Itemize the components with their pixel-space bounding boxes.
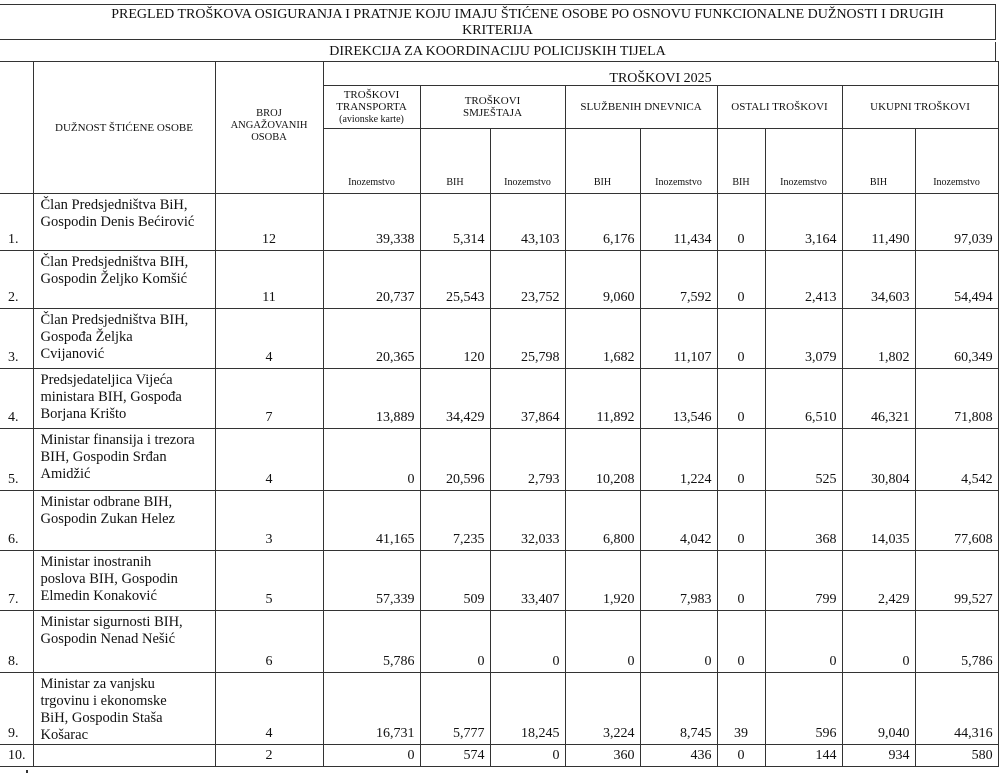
cell-transport-abroad: 20,365 (323, 309, 420, 369)
duty-name-line: BIH, Gospodin Srđan (40, 449, 167, 465)
duty-name-line: Ministar finansija i trezora (40, 432, 195, 448)
subheader-total-bih: BIH (842, 129, 915, 194)
duty-name-line: Gospodin Denis Bećirović (40, 214, 195, 230)
cell-accommodation-abroad: 37,864 (490, 369, 565, 429)
cell-per-diem-abroad: 4,042 (640, 491, 717, 551)
cell-total-abroad: 4,542 (915, 429, 998, 491)
cell-other-bih: 39 (717, 673, 765, 745)
duty-name-line: Cvijanović (40, 346, 105, 362)
cell-accommodation-bih: 0 (420, 611, 490, 673)
table-row (0, 491, 998, 551)
subheader-per-diem-abroad: Inozemstvo (640, 129, 717, 194)
cell-accommodation-abroad: 0 (490, 745, 565, 767)
title-line-2: KRITERIJA (462, 23, 533, 38)
table-body (0, 194, 998, 767)
table-header (0, 62, 998, 194)
row-persons-count: 6 (215, 611, 323, 673)
row-duty-name (33, 611, 215, 673)
duty-name-line: trgovinu i ekonomske (40, 693, 167, 709)
cell-accommodation-abroad: 2,793 (490, 429, 565, 491)
row-number: 2. (0, 251, 33, 309)
table-row (0, 251, 998, 309)
row-persons-count: 4 (215, 673, 323, 745)
header-accommodation (420, 86, 565, 129)
cell-total-abroad: 54,494 (915, 251, 998, 309)
cell-transport-abroad: 0 (323, 429, 420, 491)
cell-other-abroad: 2,413 (765, 251, 842, 309)
cell-total-abroad: 77,608 (915, 491, 998, 551)
duty-name-line: Ministar sigurnosti BIH, (40, 614, 183, 630)
duty-name-line: BiH, Gospodin Staša (40, 710, 163, 726)
cell-accommodation-bih: 7,235 (420, 491, 490, 551)
duty-name-line: Predsjedateljica Vijeća (40, 372, 173, 388)
cell-total-bih: 46,321 (842, 369, 915, 429)
table-row (0, 551, 998, 611)
document-title (0, 4, 996, 40)
cell-total-bih: 34,603 (842, 251, 915, 309)
subheader-total-abroad: Inozemstvo (915, 129, 998, 194)
duty-name-line: Ministar za vanjsku (40, 676, 155, 692)
cell-per-diem-bih: 360 (565, 745, 640, 767)
cell-transport-abroad: 16,731 (323, 673, 420, 745)
cell-per-diem-bih: 10,208 (565, 429, 640, 491)
duty-name-line: Član Predsjedništva BiH, (40, 197, 188, 213)
duty-name-line: poslova BIH, Gospodin (40, 571, 178, 587)
cell-total-abroad: 97,039 (915, 194, 998, 251)
row-number: 3. (0, 309, 33, 369)
duty-name-line: Amidžić (40, 466, 91, 482)
subheader-transport-abroad: Inozemstvo (323, 129, 420, 194)
cell-other-abroad: 525 (765, 429, 842, 491)
header-total: UKUPNI TROŠKOVI (842, 86, 998, 129)
scan-mark (26, 770, 28, 773)
duty-name-line: Gospodin Zukan Helez (40, 511, 175, 527)
row-duty-name (33, 745, 215, 767)
row-number: 7. (0, 551, 33, 611)
document-subtitle: DIREKCIJA ZA KOORDINACIJU POLICIJSKIH TIJELA (0, 42, 996, 62)
header-per-diem: SLUŽBENIH DNEVNICA (565, 86, 717, 129)
cell-per-diem-bih: 6,800 (565, 491, 640, 551)
row-persons-count: 4 (215, 429, 323, 491)
row-duty-name (33, 251, 215, 309)
cell-total-bih: 2,429 (842, 551, 915, 611)
cell-total-bih: 934 (842, 745, 915, 767)
cell-per-diem-abroad: 13,546 (640, 369, 717, 429)
subheader-accommodation-abroad: Inozemstvo (490, 129, 565, 194)
table-row (0, 429, 998, 491)
cell-per-diem-abroad: 0 (640, 611, 717, 673)
duty-name-line: Košarac (40, 727, 89, 743)
cell-accommodation-abroad: 23,752 (490, 251, 565, 309)
cell-total-abroad: 60,349 (915, 309, 998, 369)
cell-accommodation-abroad: 25,798 (490, 309, 565, 369)
header-persons-label: BROJ ANGAŽOVANIH OSOBA (230, 108, 308, 143)
row-number: 1. (0, 194, 33, 251)
cell-transport-abroad: 39,338 (323, 194, 420, 251)
cell-other-abroad: 144 (765, 745, 842, 767)
row-duty-name (33, 429, 215, 491)
table-row (0, 673, 998, 745)
duty-name-line: Član Predsjedništva BIH, (40, 254, 189, 270)
row-number: 9. (0, 673, 33, 745)
cell-per-diem-bih: 6,176 (565, 194, 640, 251)
row-number: 5. (0, 429, 33, 491)
cell-accommodation-abroad: 43,103 (490, 194, 565, 251)
cell-other-bih: 0 (717, 551, 765, 611)
cell-accommodation-abroad: 32,033 (490, 491, 565, 551)
subheader-other-abroad: Inozemstvo (765, 129, 842, 194)
duty-name-line: Ministar inostranih (40, 554, 152, 570)
cell-total-abroad: 99,527 (915, 551, 998, 611)
cell-other-bih: 0 (717, 491, 765, 551)
duty-name-line: Ministar odbrane BIH, (40, 494, 173, 510)
header-duty: DUŽNOST ŠTIĆENE OSOBE (33, 62, 215, 194)
header-accommodation-label: TROŠKOVI SMJEŠTAJA (462, 95, 523, 119)
cell-per-diem-abroad: 11,434 (640, 194, 717, 251)
title-line-1: PREGLED TROŠKOVA OSIGURANJA I PRATNJE KOJU IMAJU ŠTIĆENE OSOBE PO OSNOVU FUNKCIONALNE DUŽNOSTI I DRUGIH (111, 7, 944, 22)
row-number: 8. (0, 611, 33, 673)
row-persons-count: 7 (215, 369, 323, 429)
cell-transport-abroad: 13,889 (323, 369, 420, 429)
cell-total-bih: 0 (842, 611, 915, 673)
cell-per-diem-abroad: 7,983 (640, 551, 717, 611)
cell-accommodation-bih: 5,777 (420, 673, 490, 745)
cell-other-abroad: 3,164 (765, 194, 842, 251)
cell-other-abroad: 799 (765, 551, 842, 611)
cell-per-diem-bih: 11,892 (565, 369, 640, 429)
table-row (0, 745, 998, 767)
duty-name-line: ministara BIH, Gospođa (40, 389, 182, 405)
cell-transport-abroad: 57,339 (323, 551, 420, 611)
cell-transport-abroad: 5,786 (323, 611, 420, 673)
cell-per-diem-bih: 9,060 (565, 251, 640, 309)
cell-accommodation-bih: 120 (420, 309, 490, 369)
cell-other-bih: 0 (717, 745, 765, 767)
header-transport-note: (avionske karte) (339, 113, 404, 125)
cell-other-bih: 0 (717, 309, 765, 369)
cell-other-abroad: 0 (765, 611, 842, 673)
cell-other-bih: 0 (717, 194, 765, 251)
row-persons-count: 11 (215, 251, 323, 309)
row-persons-count: 2 (215, 745, 323, 767)
subheader-other-bih: BIH (717, 129, 765, 194)
row-duty-name (33, 309, 215, 369)
cell-transport-abroad: 0 (323, 745, 420, 767)
table-row (0, 194, 998, 251)
duty-name-line: Elmedin Konaković (40, 588, 157, 604)
cell-accommodation-bih: 20,596 (420, 429, 490, 491)
cell-other-abroad: 3,079 (765, 309, 842, 369)
cell-other-bih: 0 (717, 611, 765, 673)
duty-name-line: Gospodin Nenad Nešić (40, 631, 176, 647)
cell-total-bih: 11,490 (842, 194, 915, 251)
cell-accommodation-bih: 34,429 (420, 369, 490, 429)
cell-accommodation-bih: 25,543 (420, 251, 490, 309)
duty-name-line: Član Predsjedništva BIH, (40, 312, 189, 328)
cell-per-diem-bih: 0 (565, 611, 640, 673)
cell-accommodation-bih: 574 (420, 745, 490, 767)
header-index (0, 62, 33, 194)
header-other: OSTALI TROŠKOVI (717, 86, 842, 129)
header-year-group: TROŠKOVI 2025 (323, 62, 998, 86)
cell-total-bih: 14,035 (842, 491, 915, 551)
subheader-accommodation-bih: BIH (420, 129, 490, 194)
row-persons-count: 4 (215, 309, 323, 369)
cell-other-bih: 0 (717, 369, 765, 429)
row-duty-name (33, 194, 215, 251)
table-row (0, 309, 998, 369)
row-persons-count: 5 (215, 551, 323, 611)
duty-name-line: Borjana Krišto (40, 406, 127, 422)
cell-other-abroad: 368 (765, 491, 842, 551)
duty-name-line: Gospođa Željka (40, 329, 133, 345)
row-number: 4. (0, 369, 33, 429)
cell-other-bih: 0 (717, 251, 765, 309)
cell-per-diem-bih: 1,682 (565, 309, 640, 369)
header-transport (323, 86, 420, 129)
header-persons (215, 62, 323, 194)
cell-transport-abroad: 41,165 (323, 491, 420, 551)
cell-per-diem-abroad: 1,224 (640, 429, 717, 491)
row-persons-count: 3 (215, 491, 323, 551)
cell-total-abroad: 71,808 (915, 369, 998, 429)
cell-total-bih: 1,802 (842, 309, 915, 369)
cell-accommodation-abroad: 18,245 (490, 673, 565, 745)
table-row (0, 369, 998, 429)
row-persons-count: 12 (215, 194, 323, 251)
cell-total-bih: 30,804 (842, 429, 915, 491)
row-duty-name (33, 369, 215, 429)
row-number: 10. (0, 745, 33, 767)
cell-other-abroad: 596 (765, 673, 842, 745)
cell-accommodation-abroad: 0 (490, 611, 565, 673)
row-duty-name (33, 673, 215, 745)
cell-per-diem-abroad: 8,745 (640, 673, 717, 745)
cost-table (0, 61, 999, 767)
row-duty-name (33, 551, 215, 611)
cell-transport-abroad: 20,737 (323, 251, 420, 309)
cell-other-bih: 0 (717, 429, 765, 491)
cell-per-diem-bih: 3,224 (565, 673, 640, 745)
table-row (0, 611, 998, 673)
cell-total-abroad: 580 (915, 745, 998, 767)
cell-total-bih: 9,040 (842, 673, 915, 745)
header-transport-label: TROŠKOVI TRANSPORTA (336, 88, 407, 113)
cell-per-diem-abroad: 11,107 (640, 309, 717, 369)
cell-other-abroad: 6,510 (765, 369, 842, 429)
row-number: 6. (0, 491, 33, 551)
cell-accommodation-bih: 509 (420, 551, 490, 611)
duty-name-line: Gospodin Željko Komšić (40, 271, 188, 287)
cell-total-abroad: 5,786 (915, 611, 998, 673)
cell-per-diem-abroad: 7,592 (640, 251, 717, 309)
row-duty-name (33, 491, 215, 551)
cell-accommodation-bih: 5,314 (420, 194, 490, 251)
subheader-per-diem-bih: BIH (565, 129, 640, 194)
cell-per-diem-bih: 1,920 (565, 551, 640, 611)
cell-total-abroad: 44,316 (915, 673, 998, 745)
cell-accommodation-abroad: 33,407 (490, 551, 565, 611)
cell-per-diem-abroad: 436 (640, 745, 717, 767)
